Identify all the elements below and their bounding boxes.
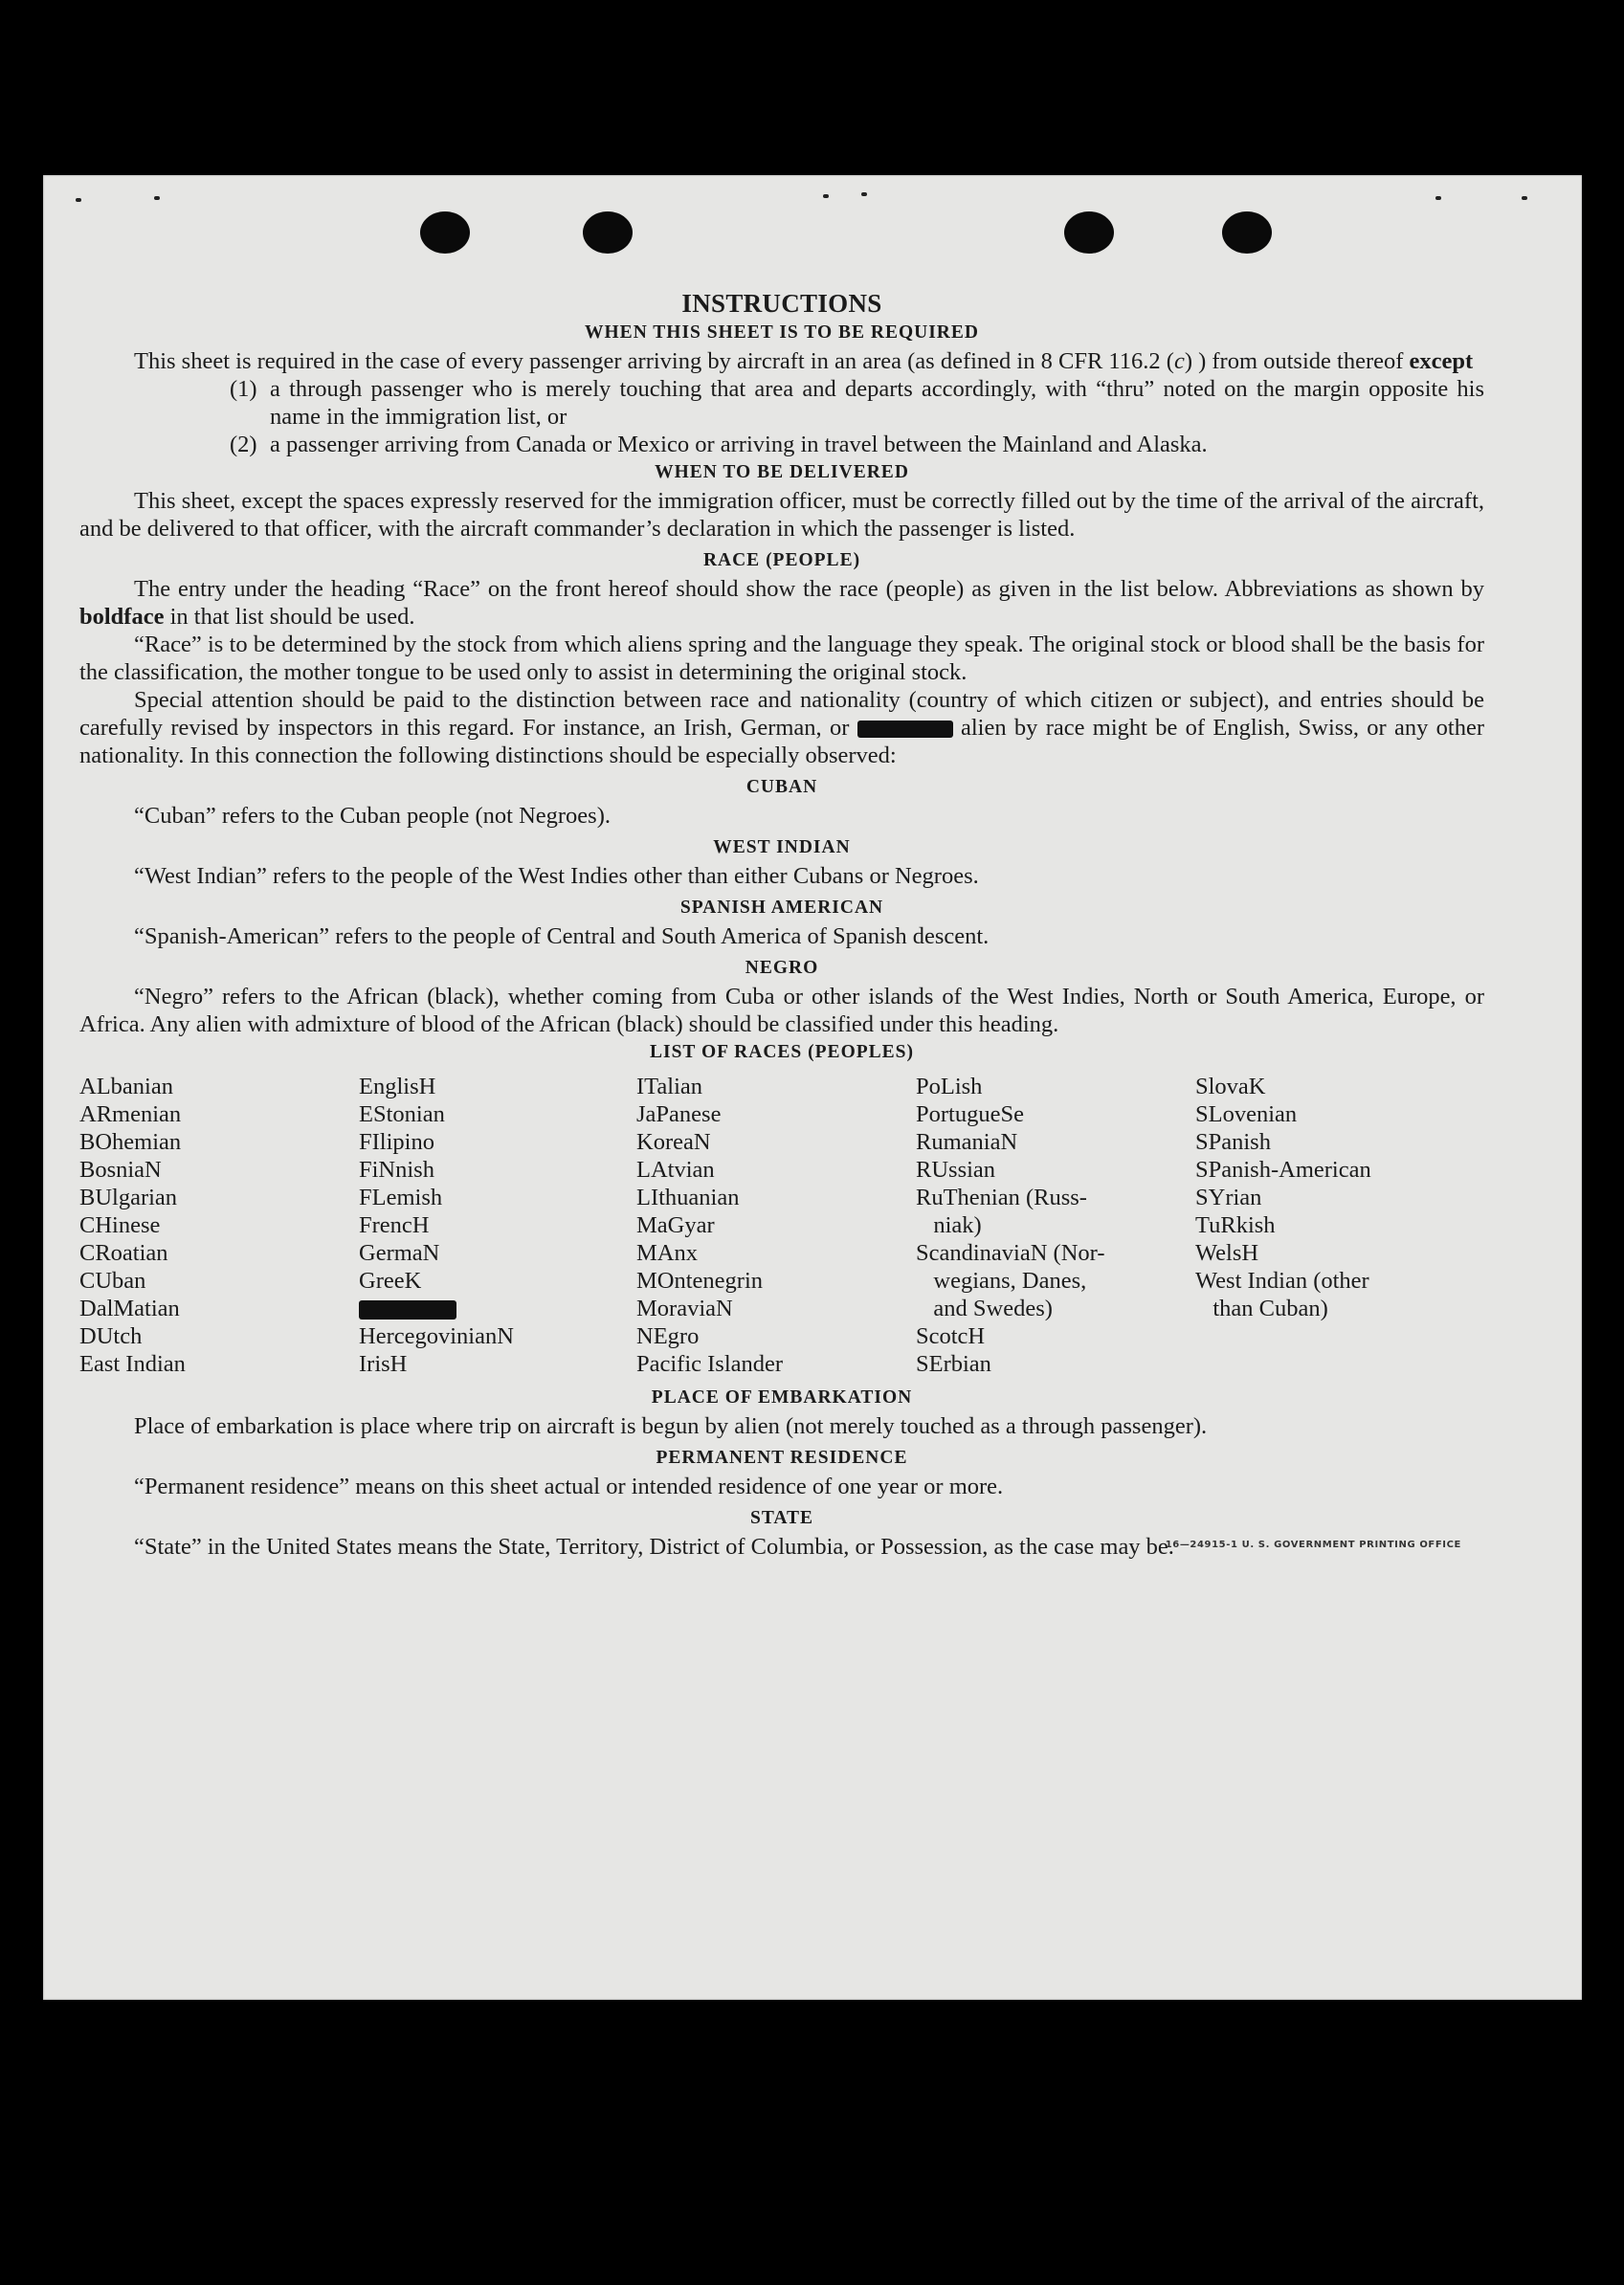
negro-text: “Negro” refers to the African (black), whether coming from Cuba or other islands of the West Indies, North or South America, Europe, or Africa. Any alien with admixture of blood of the African (black) should be classified under this heading. <box>79 984 1484 1037</box>
race-entry: RumaniaN <box>916 1129 1018 1155</box>
race-entry: GreeK <box>359 1268 422 1294</box>
punch-hole <box>1064 211 1114 254</box>
exception-item-2: (2) a passenger arriving from Canada or Mexico or arriving in travel between the Mainland and Alaska. <box>230 432 1208 457</box>
race-entry: FIlipino <box>359 1129 434 1155</box>
state-block <box>79 1533 1484 1561</box>
race-entry: WelsH <box>1195 1240 1259 1266</box>
speck <box>76 198 81 202</box>
embarkation-text: Place of embarkation is place where trip on aircraft is begun by alien (not merely touched as a through passenger). <box>134 1413 1208 1439</box>
heading-list-of-races: LIST OF RACES (PEOPLES) <box>649 1042 914 1062</box>
races-column-4 <box>916 1073 1195 1378</box>
heading-cuban: CUBAN <box>745 777 818 797</box>
race-entry: PortugueSe <box>916 1101 1024 1127</box>
race-entry: FrencH <box>359 1212 430 1238</box>
race-entry: RUssian <box>916 1157 996 1183</box>
race-entry: ARmenian <box>79 1101 182 1127</box>
race-entry: ALbanian <box>79 1074 173 1099</box>
cuban-text: “Cuban” refers to the Cuban people (not Negroes). <box>134 803 611 829</box>
race-entry: Pacific Islander <box>636 1351 784 1377</box>
race-entry: MoraviaN <box>636 1296 733 1321</box>
speck <box>823 194 829 198</box>
race-entry: SErbian <box>916 1351 991 1377</box>
redaction-mark <box>359 1300 456 1320</box>
race-entry: HercegovinianN <box>359 1323 514 1349</box>
race-entry: GermaN <box>359 1240 440 1266</box>
race-entry: EStonian <box>359 1101 445 1127</box>
race-entry: LIthuanian <box>636 1185 740 1210</box>
race-paragraph-3: Special attention should be paid to the distinction between race and nationality (country of which citizen or subject), and entries should be carefully revised by inspectors in this regard. For instance, an Irish, German, or alien by race might be of English, Swiss, or any other nationality. In this connection the following distinctions should be especially observed: <box>79 687 1484 768</box>
printer-imprint: 16—24915-1 U. S. GOVERNMENT PRINTING OFFICE <box>1165 1540 1461 1550</box>
race-paragraph-2: “Race” is to be determined by the stock from which aliens spring and the language they speak. The original stock or blood shall be the basis for the classification, the mother tongue to be used only to assist in determining the original stock. <box>79 632 1484 685</box>
race-entry: TuRkish <box>1195 1212 1276 1238</box>
race-entry: and Swedes) <box>916 1296 1053 1321</box>
race-paragraph-1: The entry under the heading “Race” on the front hereof should show the race (people) as given in the list below. Abbreviations as shown by boldface in that list should be used. <box>79 576 1484 630</box>
punch-hole <box>583 211 633 254</box>
heading-negro: NEGRO <box>745 958 819 978</box>
race-entry: FiNnish <box>359 1157 434 1183</box>
race-entry: wegians, Danes, <box>916 1268 1087 1294</box>
heading-when-delivered: WHEN TO BE DELIVERED <box>655 462 909 482</box>
state-text: “State” in the United States means the State, Territory, District of Columbia, or Possession, as the case may be. <box>134 1534 1174 1560</box>
races-column-5 <box>1195 1073 1484 1378</box>
race-entry: East Indian <box>79 1351 186 1377</box>
race-entry: CRoatian <box>79 1240 168 1266</box>
race-entry: MAnx <box>636 1240 698 1266</box>
race-entry: than Cuban) <box>1195 1296 1328 1321</box>
race-entry: NEgro <box>636 1323 700 1349</box>
race-entry: MaGyar <box>636 1212 715 1238</box>
race-entry: MOntenegrin <box>636 1268 763 1294</box>
heading-permanent-residence: PERMANENT RESIDENCE <box>656 1448 908 1468</box>
race-entry: RuThenian (Russ- <box>916 1185 1087 1210</box>
required-intro: This sheet is required in the case of every passenger arriving by aircraft in an area (as defined in 8 CFR 116.2 (c) ) from outside thereof except <box>134 348 1474 374</box>
race-entry: DalMatian <box>79 1296 180 1321</box>
races-column-3 <box>636 1073 916 1378</box>
heading-race: RACE (PEOPLE) <box>702 550 861 570</box>
speck <box>861 192 867 196</box>
races-list <box>79 1073 1484 1378</box>
race-entry: West Indian (other <box>1195 1268 1369 1294</box>
race-entry-redacted <box>359 1295 636 1322</box>
race-entry: SlovaK <box>1195 1074 1266 1099</box>
heading-when-required: WHEN THIS SHEET IS TO BE REQUIRED <box>585 322 979 343</box>
instructions-sheet <box>79 288 1484 1561</box>
race-entry: SPanish-American <box>1195 1157 1371 1183</box>
punch-hole <box>1222 211 1272 254</box>
race-entry: ITalian <box>636 1074 703 1099</box>
race-entry: niak) <box>916 1212 982 1238</box>
race-entry: SPanish <box>1195 1129 1271 1155</box>
race-entry: DUtch <box>79 1323 143 1349</box>
speck <box>1522 196 1527 200</box>
west-indian-text: “West Indian” refers to the people of the West Indies other than either Cubans or Negroes. <box>134 863 979 889</box>
spanish-american-text: “Spanish-American” refers to the people of Central and South America of Spanish descent. <box>134 923 990 949</box>
heading-west-indian: WEST INDIAN <box>713 837 851 857</box>
redaction-mark <box>857 721 953 738</box>
race-entry: CUban <box>79 1268 146 1294</box>
race-entry: SYrian <box>1195 1185 1262 1210</box>
race-entry: KoreaN <box>636 1129 711 1155</box>
punch-hole <box>420 211 470 254</box>
speck <box>1435 196 1441 200</box>
race-entry: JaPanese <box>636 1101 722 1127</box>
race-entry: EnglisH <box>359 1074 436 1099</box>
race-entry: PoLish <box>916 1074 983 1099</box>
heading-state: STATE <box>749 1508 814 1528</box>
residence-text: “Permanent residence” means on this sheet actual or intended residence of one year or more. <box>134 1474 1004 1499</box>
race-entry: ScandinaviaN (Nor- <box>916 1240 1105 1266</box>
races-column-1 <box>79 1073 359 1378</box>
race-entry: CHinese <box>79 1212 161 1238</box>
race-entry: BosniaN <box>79 1157 162 1183</box>
race-entry: IrisH <box>359 1351 408 1377</box>
races-column-2 <box>359 1073 636 1378</box>
document-page <box>43 175 1582 2000</box>
speck <box>154 196 160 200</box>
race-entry: SLovenian <box>1195 1101 1298 1127</box>
race-entry: FLemish <box>359 1185 443 1210</box>
heading-place-of-embarkation: PLACE OF EMBARKATION <box>651 1387 913 1408</box>
heading-spanish-american: SPANISH AMERICAN <box>679 898 884 918</box>
race-entry: BOhemian <box>79 1129 182 1155</box>
exception-item-1: (1) a through passenger who is merely touching that area and departs accordingly, with “thru” noted on the margin opposite his name in the immigration list, or <box>230 376 1484 430</box>
race-entry: LAtvian <box>636 1157 715 1183</box>
delivered-text: This sheet, except the spaces expressly reserved for the immigration officer, must be correctly filled out by the time of the arrival of the aircraft, and be delivered to that officer, with the aircraft commander’s declaration in which the passenger is listed. <box>79 488 1484 542</box>
race-entry: BUlgarian <box>79 1185 178 1210</box>
race-entry: ScotcH <box>916 1323 986 1349</box>
page-title: INSTRUCTIONS <box>681 289 882 318</box>
